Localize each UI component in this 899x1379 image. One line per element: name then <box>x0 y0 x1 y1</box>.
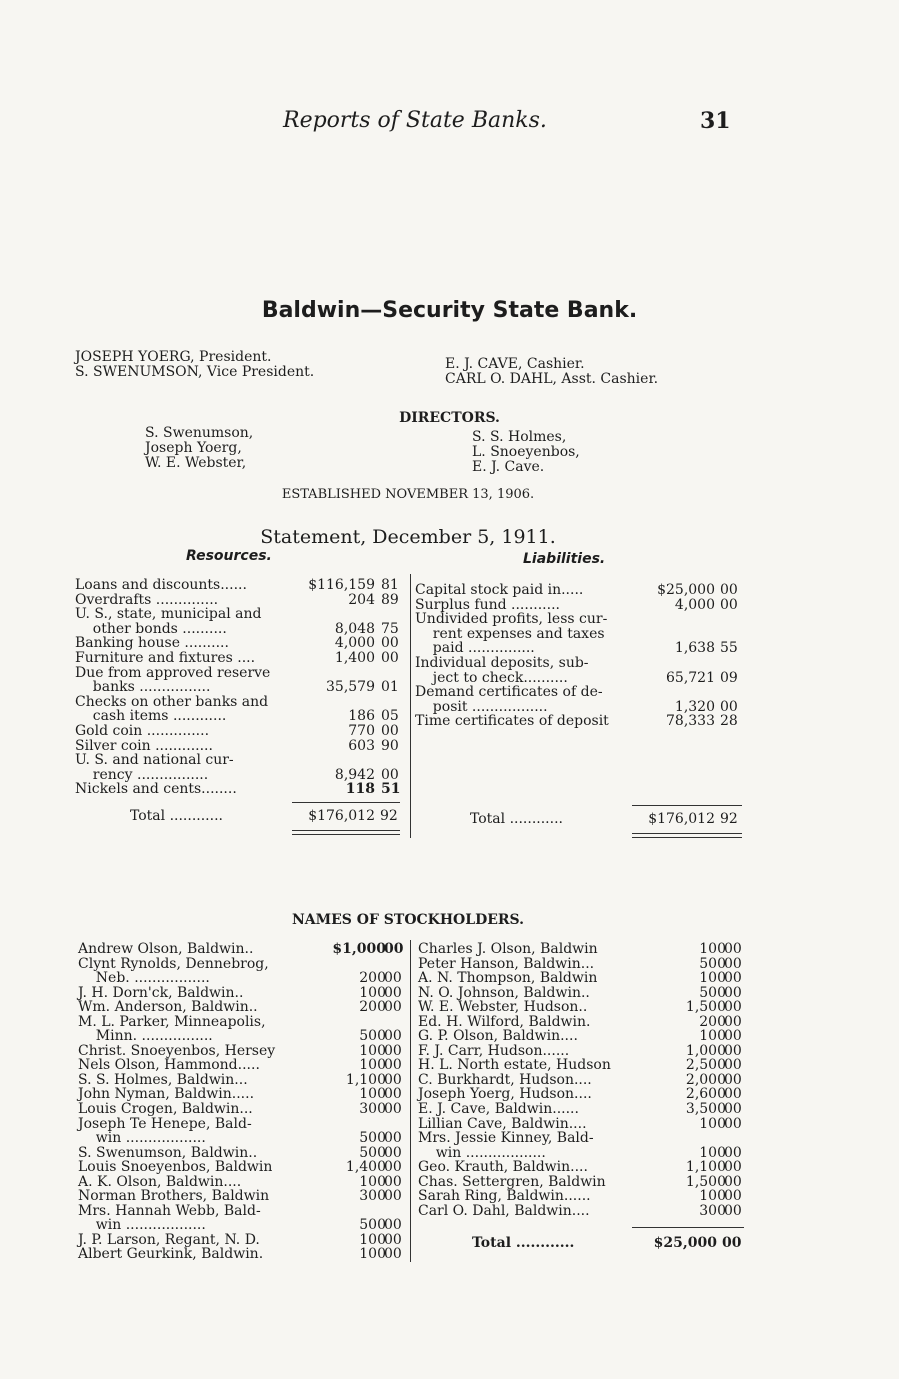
stockholder-name: Peter Hanson, Baldwin... <box>418 955 595 972</box>
stockholder-row <box>418 1044 748 1059</box>
item-label: U. S., state, municipal and <box>75 606 262 623</box>
stockholder-name: Christ. Snoeyenbos, Hersey <box>78 1042 276 1059</box>
item-label: Banking house .......... <box>75 635 229 652</box>
page-number: 31 <box>700 108 731 134</box>
stockholder-name: A. N. Thompson, Baldwin <box>418 970 598 987</box>
amount-cents: 00 <box>384 1188 402 1205</box>
amount-cents: 09 <box>720 669 738 686</box>
statement-row <box>75 739 405 754</box>
stockholder-row <box>418 1204 748 1219</box>
stockholder-row <box>418 1058 748 1073</box>
item-label: U. S. and national cur- <box>75 752 234 769</box>
liabilities-table <box>415 583 745 729</box>
amount-cents: 28 <box>720 713 738 730</box>
stockholder-name: F. J. Carr, Hudson...... <box>418 1042 570 1059</box>
running-head <box>0 108 899 140</box>
stockholder-row <box>418 1087 748 1102</box>
amount-cents: 00 <box>724 941 742 957</box>
amount-cents: 00 <box>724 1144 742 1161</box>
amount-dollars: 78,333 <box>666 713 715 730</box>
item-label: Checks on other banks and <box>75 693 269 710</box>
statement-row <box>75 695 405 710</box>
item-label: Nickels and cents........ <box>75 781 237 798</box>
amount-dollars: 200 <box>699 1013 726 1030</box>
amount-cents: 00 <box>724 1115 742 1132</box>
stockholder-name: Joseph Yoerg, Hudson.... <box>418 1086 592 1103</box>
resources-heading: Resources. <box>186 548 272 564</box>
stockholder-name: win .................. <box>78 1130 206 1147</box>
stockholder-row <box>78 1073 408 1088</box>
amount-cents: 00 <box>724 1173 742 1190</box>
amount-cents: 75 <box>381 620 399 637</box>
item-label: Time certificates of deposit <box>415 713 609 730</box>
stockholder-row <box>78 1175 408 1190</box>
amount-cents: 00 <box>381 722 399 739</box>
stockholder-name: Albert Geurkink, Baldwin. <box>78 1246 264 1263</box>
stockholder-row <box>418 1117 748 1132</box>
statement-row <box>415 700 745 715</box>
statement-row <box>415 598 745 613</box>
amount-dollars: 1,100 <box>345 1071 386 1088</box>
total-double-rule <box>292 830 400 835</box>
director: L. Snoeyenbos, <box>472 444 580 460</box>
amount-cents: 00 <box>724 999 742 1016</box>
statement-row <box>75 578 405 593</box>
item-label: Undivided profits, less cur- <box>415 611 608 628</box>
amount-cents: 00 <box>384 999 402 1016</box>
stockholder-row <box>78 1029 408 1044</box>
amount-cents: 01 <box>381 679 399 696</box>
item-label: Due from approved reserve <box>75 664 271 681</box>
stockholder-name: Norman Brothers, Baldwin <box>78 1188 270 1205</box>
stockholder-row <box>78 1044 408 1059</box>
stockholder-row <box>78 1102 408 1117</box>
amount-dollars: 100 <box>699 1028 726 1045</box>
stockholder-row <box>78 1058 408 1073</box>
stockholder-row <box>78 1131 408 1146</box>
amount-cents: 00 <box>384 1159 402 1176</box>
officer-president: JOSEPH YOERG, President. <box>75 349 272 365</box>
amount-dollars: 100 <box>699 1115 726 1132</box>
amount-cents: 00 <box>724 955 742 972</box>
stockholder-name: H. L. North estate, Hudson <box>418 1057 611 1074</box>
stockholder-name: Minn. ................ <box>78 1028 213 1045</box>
item-label: paid ............... <box>415 640 535 657</box>
stockholder-row <box>418 986 748 1001</box>
amount-dollars: 100 <box>359 1086 386 1103</box>
stockholder-row <box>78 1117 408 1132</box>
statement-row <box>75 680 405 695</box>
stockholder-name: Chas. Settergren, Baldwin <box>418 1173 606 1190</box>
directors-right <box>472 430 580 475</box>
amount-cents: 00 <box>724 1042 742 1059</box>
officer-vice-president: S. SWENUMSON, Vice President. <box>75 364 315 380</box>
amount-cents: 00 <box>724 1202 742 1219</box>
amount-cents: 00 <box>724 1188 742 1205</box>
item-label: Gold coin .............. <box>75 722 210 739</box>
director: E. J. Cave. <box>472 459 545 475</box>
amount-dollars: 200 <box>359 970 386 987</box>
statement-row <box>415 641 745 656</box>
amount-dollars: 500 <box>699 955 726 972</box>
amount-dollars: 500 <box>359 1130 386 1147</box>
amount-dollars: 2,600 <box>685 1086 726 1103</box>
amount-dollars: 186 <box>348 708 375 725</box>
amount-dollars: $25,000 <box>657 582 715 598</box>
officers-left <box>75 350 314 380</box>
stockholder-name: E. J. Cave, Baldwin...... <box>418 1101 579 1118</box>
stockholder-row <box>78 971 408 986</box>
item-label: Furniture and fixtures .... <box>75 649 256 666</box>
statement-row <box>415 656 745 671</box>
amount-cents: 00 <box>384 1086 402 1103</box>
amount-dollars: 3,500 <box>685 1101 726 1118</box>
stockholder-name: Neb. ................. <box>78 970 210 987</box>
amount-dollars: 1,500 <box>685 1173 726 1190</box>
statement-row <box>75 607 405 622</box>
stockholder-row <box>78 957 408 972</box>
stockholder-name: S. S. Holmes, Baldwin... <box>78 1071 248 1088</box>
stockholder-row <box>418 942 748 957</box>
stockholder-row <box>418 1131 748 1146</box>
stockholder-row <box>418 1160 748 1175</box>
stockholder-name: Charles J. Olson, Baldwin <box>418 941 598 957</box>
total-double-rule <box>632 833 742 838</box>
statement-row <box>75 782 405 797</box>
director: W. E. Webster, <box>145 455 247 471</box>
stockholder-name: Louis Crogen, Baldwin... <box>78 1101 253 1118</box>
stockholder-row <box>418 1102 748 1117</box>
officers-right <box>445 357 658 387</box>
amount-cents: 00 <box>384 1101 402 1118</box>
amount-cents: 00 <box>724 984 742 1001</box>
established-date: ESTABLISHED NOVEMBER 13, 1906. <box>281 487 535 502</box>
amount-cents: 00 <box>384 1130 402 1147</box>
total-cents: 92 <box>720 811 738 827</box>
amount-cents: 90 <box>381 737 399 754</box>
amount-dollars: 35,579 <box>326 679 375 696</box>
amount-cents: 00 <box>724 1086 742 1103</box>
stockholder-row <box>78 1146 408 1161</box>
stockholder-name: Louis Snoeyenbos, Baldwin <box>78 1159 273 1176</box>
stockholder-name: W. E. Webster, Hudson.. <box>418 999 588 1016</box>
amount-cents: 00 <box>384 1071 402 1088</box>
bank-title: Baldwin—Security State Bank. <box>261 298 638 323</box>
total-label: Total ............ <box>472 1235 575 1251</box>
amount-dollars: 100 <box>359 1173 386 1190</box>
amount-dollars: 1,400 <box>334 649 375 666</box>
stockholder-row <box>418 1175 748 1190</box>
item-label: ject to check.......... <box>415 669 568 686</box>
amount-dollars: 100 <box>699 1144 726 1161</box>
directors-heading: DIRECTORS. <box>399 410 500 426</box>
amount-cents: 00 <box>724 1159 742 1176</box>
stockholder-name: Wm. Anderson, Baldwin.. <box>78 999 258 1016</box>
stockholder-name: S. Swenumson, Baldwin.. <box>78 1144 258 1161</box>
stockholder-name: Lillian Cave, Baldwin.... <box>418 1115 587 1132</box>
amount-dollars: 204 <box>348 591 375 608</box>
stockholder-name: J. P. Larson, Regant, N. D. <box>78 1231 260 1248</box>
item-label: Capital stock paid in..... <box>415 582 584 598</box>
total-label: Total ............ <box>470 811 563 827</box>
stockholder-name: Carl O. Dahl, Baldwin.... <box>418 1202 590 1219</box>
stockholder-name: A. K. Olson, Baldwin.... <box>78 1173 242 1190</box>
directors-left <box>145 426 253 471</box>
stockholder-name: Geo. Krauth, Baldwin.... <box>418 1159 588 1176</box>
amount-cents: 00 <box>384 1057 402 1074</box>
stockholder-row <box>418 1015 748 1030</box>
item-label: Silver coin ............. <box>75 737 213 754</box>
director: S. S. Holmes, <box>472 429 567 445</box>
amount-dollars: 100 <box>359 1231 386 1248</box>
stockholder-row <box>418 1146 748 1161</box>
stockholder-name: win .................. <box>418 1144 546 1161</box>
amount-cents: 00 <box>381 766 399 783</box>
director: S. Swenumson, <box>145 425 254 441</box>
amount-cents: 00 <box>384 1231 402 1248</box>
amount-dollars: 1,638 <box>674 640 715 657</box>
amount-cents: 00 <box>720 596 738 613</box>
statement-row <box>75 724 405 739</box>
amount-dollars: 4,000 <box>674 596 715 613</box>
statement-row <box>75 651 405 666</box>
stockholder-name: C. Burkhardt, Hudson.... <box>418 1071 592 1088</box>
amount-dollars: 1,500 <box>685 999 726 1016</box>
statement-row <box>415 583 745 598</box>
amount-cents: 00 <box>720 698 738 715</box>
total-rule <box>632 1227 744 1228</box>
item-label: Demand certificates of de- <box>415 684 603 701</box>
stockholder-row <box>418 957 748 972</box>
stockholder-name: Andrew Olson, Baldwin.. <box>78 941 254 957</box>
amount-dollars: 100 <box>359 1042 386 1059</box>
running-title: Reports of State Banks. <box>283 108 547 133</box>
amount-cents: 00 <box>724 970 742 987</box>
amount-dollars: 500 <box>359 1217 386 1234</box>
amount-dollars: 500 <box>359 1144 386 1161</box>
stockholder-row <box>78 1204 408 1219</box>
column-divider <box>410 940 411 1262</box>
amount-dollars: 2,000 <box>685 1071 726 1088</box>
stockholder-row <box>78 942 408 957</box>
amount-dollars: $1,000 <box>332 941 386 957</box>
amount-dollars: 100 <box>699 970 726 987</box>
amount-cents: 55 <box>720 640 738 657</box>
amount-dollars: 300 <box>699 1202 726 1219</box>
amount-cents: 00 <box>724 1101 742 1118</box>
stockholder-row <box>78 1233 408 1248</box>
stockholder-name: J. H. Dorn'ck, Baldwin.. <box>78 984 244 1001</box>
amount-dollars: 200 <box>359 999 386 1016</box>
item-label: Loans and discounts...... <box>75 577 247 593</box>
stockholder-row <box>78 1189 408 1204</box>
item-label: Surplus fund ........... <box>415 596 560 613</box>
amount-dollars: 1,000 <box>685 1042 726 1059</box>
statement-row <box>415 671 745 686</box>
stockholder-name: Nels Olson, Hammond..... <box>78 1057 260 1074</box>
statement-row <box>75 753 405 768</box>
stockholder-name: Mrs. Jessie Kinney, Bald- <box>418 1130 594 1147</box>
amount-cents: 00 <box>384 1173 402 1190</box>
stockholder-name: N. O. Johnson, Baldwin.. <box>418 984 590 1001</box>
stockholder-row <box>418 1029 748 1044</box>
item-label: Overdrafts .............. <box>75 591 219 608</box>
amount-cents: 00 <box>384 941 404 957</box>
amount-cents: 00 <box>384 1028 402 1045</box>
stockholder-row <box>78 1218 408 1233</box>
stockholder-name: Joseph Te Henepe, Bald- <box>78 1115 252 1132</box>
amount-cents: 00 <box>381 635 399 652</box>
stockholder-name: John Nyman, Baldwin..... <box>78 1086 255 1103</box>
amount-cents: 00 <box>384 1042 402 1059</box>
liabilities-heading: Liabilities. <box>523 551 606 567</box>
item-label: banks ................ <box>75 679 211 696</box>
director: Joseph Yoerg, <box>145 440 242 456</box>
statement-row <box>415 612 745 627</box>
stockholder-row <box>78 1160 408 1175</box>
amount-dollars: 4,000 <box>334 635 375 652</box>
amount-cents: 00 <box>724 1057 742 1074</box>
item-label: posit ................. <box>415 698 548 715</box>
item-label: rent expenses and taxes <box>415 625 605 642</box>
amount-dollars: 500 <box>359 1028 386 1045</box>
amount-cents: 05 <box>381 708 399 725</box>
item-label: other bonds .......... <box>75 620 227 637</box>
statement-row <box>75 768 405 783</box>
amount-dollars: 100 <box>359 984 386 1001</box>
statement-row <box>75 666 405 681</box>
amount-cents: 81 <box>381 577 399 593</box>
total-label: Total ............ <box>130 808 223 824</box>
amount-cents: 00 <box>720 582 738 598</box>
item-label: rency ................ <box>75 766 209 783</box>
amount-cents: 00 <box>724 1071 742 1088</box>
stockholder-name: Ed. H. Wilford, Baldwin. <box>418 1013 591 1030</box>
total-cents: 00 <box>722 1235 742 1251</box>
amount-dollars: 500 <box>699 984 726 1001</box>
amount-dollars: 300 <box>359 1188 386 1205</box>
amount-dollars: 603 <box>348 737 375 754</box>
stockholder-row <box>78 1015 408 1030</box>
column-divider <box>410 574 411 838</box>
stockholder-row <box>78 1087 408 1102</box>
amount-dollars: 8,942 <box>334 766 375 783</box>
amount-dollars: 8,048 <box>334 620 375 637</box>
amount-cents: 51 <box>381 781 401 798</box>
statement-row <box>75 593 405 608</box>
amount-dollars: 1,320 <box>674 698 715 715</box>
stockholder-name: win .................. <box>78 1217 206 1234</box>
total-dollars: $25,000 <box>653 1235 717 1251</box>
statement-heading: Statement, December 5, 1911. <box>260 526 556 548</box>
amount-cents: 00 <box>384 1246 402 1263</box>
total-dollars: $176,012 <box>648 811 715 827</box>
stockholder-row <box>78 1000 408 1015</box>
stockholder-row <box>418 971 748 986</box>
amount-dollars: 300 <box>359 1101 386 1118</box>
resources-table <box>75 578 405 797</box>
stockholder-name: Clynt Rynolds, Dennebrog, <box>78 955 269 972</box>
amount-cents: 00 <box>384 970 402 987</box>
stockholder-name: Mrs. Hannah Webb, Bald- <box>78 1202 261 1219</box>
amount-dollars: 100 <box>699 1188 726 1205</box>
stockholder-name: Sarah Ring, Baldwin...... <box>418 1188 591 1205</box>
stockholder-row <box>418 1189 748 1204</box>
officer-asst-cashier: CARL O. DAHL, Asst. Cashier. <box>445 371 659 387</box>
stockholders-left-list <box>78 942 408 1262</box>
statement-row <box>415 627 745 642</box>
amount-cents: 00 <box>384 1144 402 1161</box>
statement-row <box>75 709 405 724</box>
amount-dollars: 65,721 <box>666 669 715 686</box>
amount-cents: 00 <box>724 1013 742 1030</box>
stockholder-row <box>418 1073 748 1088</box>
total-cents: 92 <box>380 808 398 824</box>
total-rule <box>632 805 742 806</box>
total-dollars: $176,012 <box>308 808 375 824</box>
amount-cents: 00 <box>724 1028 742 1045</box>
item-label: cash items ............ <box>75 708 227 725</box>
stockholders-heading: NAMES OF STOCKHOLDERS. <box>291 912 525 928</box>
amount-dollars: 100 <box>699 941 726 957</box>
total-rule <box>292 802 400 803</box>
amount-dollars: 100 <box>359 1057 386 1074</box>
statement-row <box>75 636 405 651</box>
stockholder-name: G. P. Olson, Baldwin.... <box>418 1028 578 1045</box>
amount-dollars: 118 <box>345 781 375 798</box>
amount-dollars: 1,400 <box>345 1159 386 1176</box>
item-label: Individual deposits, sub- <box>415 654 589 671</box>
stockholders-right-list <box>418 942 748 1218</box>
stockholder-name: M. L. Parker, Minneapolis, <box>78 1013 266 1030</box>
amount-dollars: 770 <box>348 722 375 739</box>
stockholder-row <box>78 986 408 1001</box>
stockholder-row <box>78 1247 408 1262</box>
amount-dollars: $116,159 <box>308 577 375 593</box>
amount-dollars: 1,100 <box>685 1159 726 1176</box>
amount-cents: 00 <box>381 649 399 666</box>
amount-cents: 00 <box>384 984 402 1001</box>
statement-row <box>75 622 405 637</box>
officer-cashier: E. J. CAVE, Cashier. <box>445 356 585 372</box>
amount-dollars: 100 <box>359 1246 386 1263</box>
amount-cents: 89 <box>381 591 399 608</box>
amount-cents: 00 <box>384 1217 402 1234</box>
stockholder-row <box>418 1000 748 1015</box>
statement-row <box>415 685 745 700</box>
amount-dollars: 2,500 <box>685 1057 726 1074</box>
statement-row <box>415 714 745 729</box>
